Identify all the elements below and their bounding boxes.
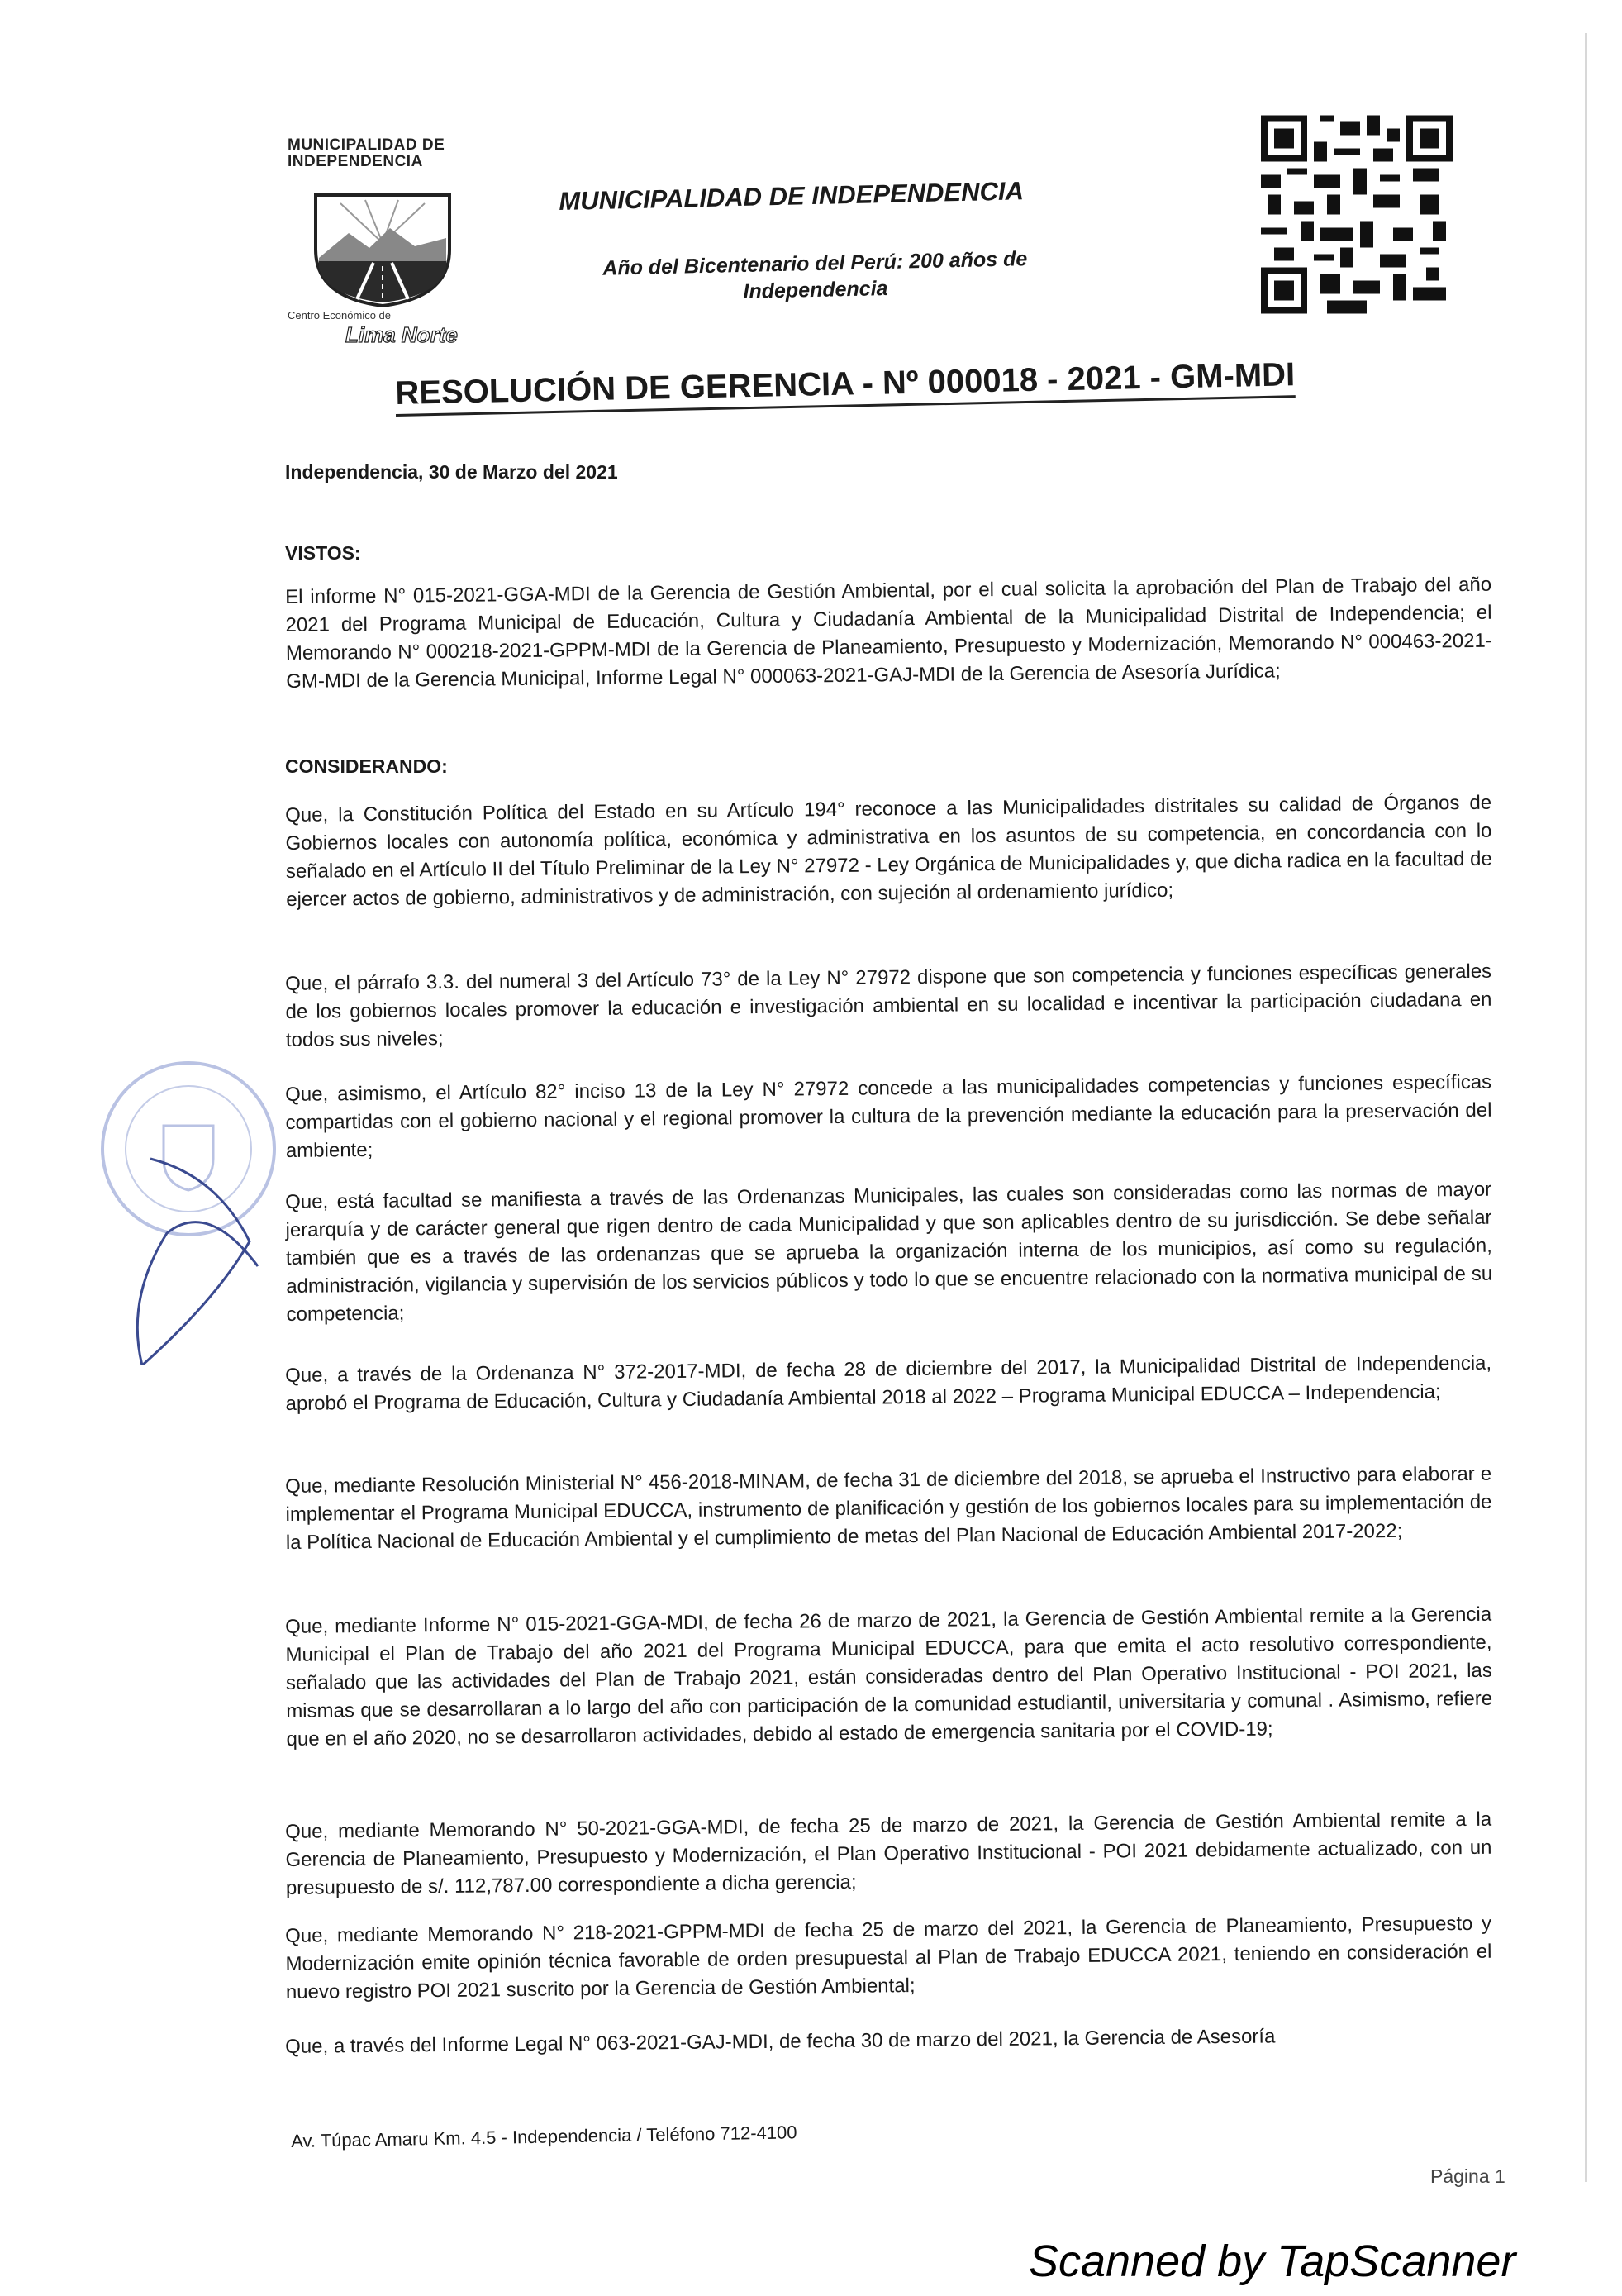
considerando-heading: CONSIDERANDO: (285, 755, 448, 777)
resolution-title: RESOLUCIÓN DE GERENCIA - Nº 000018 - 2021 - GM-MDI (395, 356, 1296, 417)
municipal-shield-logo (307, 192, 458, 307)
considerando-paragraph: Que, mediante Memorando N° 218-2021-GPPM-MDI de fecha 25 de marzo del 2021, la Gerencia de Planeamiento, Presupuesto y Modernización emite opinión técnica favorable de orden presupuestal al Plan de Trabajo EDUCCA 2021, teniendo en consideración el nuevo registro POI 2021 suscrito por la Gerencia de Gestión Ambiental; (285, 1912, 1492, 2003)
page-edge (1585, 33, 1587, 2182)
vistos-heading: VISTOS: (285, 542, 361, 564)
document-date: Independencia, 30 de Marzo del 2021 (285, 461, 618, 483)
considerando-paragraph: Que, mediante Memorando N° 50-2021-GGA-MDI, de fecha 25 de marzo de 2021, la Gerencia de Gestión Ambiental remite a la Gerencia de Planeamiento, Presupuesto y Modernización, el Plan Operativo Institucional - POI 2021 debidamente actualizado, con un presupuesto de s/. 112,787.00 correspondiente a dicha gerencia; (285, 1808, 1492, 1899)
considerando-paragraph: Que, mediante Resolución Ministerial N° 456-2018-MINAM, de fecha 31 de diciembre del 2018, se aprueba el Instructivo para elaborar e implementar el Programa Municipal EDUCCA, instrumento de planificación y gestión de los gobiernos locales para su implementación de la Política Nacional de Educación Ambiental y el cumplimiento de metas del Plan Nacional de Educación Ambiental 2017-2022; (285, 1462, 1492, 1554)
qr-code (1261, 115, 1453, 314)
logo-subtitle: Centro Económico de (288, 309, 392, 322)
subtitle-line1: Año del Bicentenario del Perú: 200 años de (602, 247, 1028, 280)
header-title: MUNICIPALIDAD DE INDEPENDENCIA (559, 176, 1025, 216)
considerando-paragraph: Que, asimismo, el Artículo 82° inciso 13 de la Ley N° 27972 concede a las municipalidades competencias y funciones específicas compartidas con el gobierno nacional y el regional promover la cultura de la prevención mediante la educación para la preservación del ambiente; (285, 1070, 1492, 1162)
logo-line2: INDEPENDENCIA (288, 153, 423, 170)
considerando-paragraph: Que, a través de la Ordenanza N° 372-2017-MDI, de fecha 28 de diciembre del 2017, la Municipalidad Distrital de Independencia, aprobó el Programa de Educación, Cultura y Ciudadanía Ambiental 2018 al 2022 – Programa Municipal EDUCCA – Independencia; (285, 1351, 1492, 1415)
footer-address: Av. Túpac Amaru Km. 4.5 - Independencia / Teléfono 712-4100 (291, 2122, 797, 2151)
considerando-paragraph: Que, a través del Informe Legal N° 063-2021-GAJ-MDI, de fecha 30 de marzo del 2021, la Gerencia de Asesoría (285, 2025, 1276, 2058)
header-subtitle (559, 245, 1072, 309)
considerando-paragraph: Que, la Constitución Política del Estado en su Artículo 194° reconoce a las Municipalidades distritales su calidad de Órganos de Gobiernos locales con autonomía política, económica y administrativa en los asuntos de su competencia, en concordancia con lo señalado en el Artículo II del Título Preliminar de la Ley N° 27972 - Ley Orgánica de Municipalidades y, que dicha radica en la facultad de ejercer actos de gobierno, administrativos y de administración, con sujeción al ordenamiento jurídico; (285, 791, 1492, 911)
official-stamp-signature (93, 1051, 284, 1365)
logo-text (288, 137, 445, 170)
considerando-paragraph: Que, está facultad se manifiesta a través de las Ordenanzas Municipales, las cuales son consideradas como las normas de mayor jerarquía y de carácter general que rigen dentro de cada Municipalidad y que son aplicables dentro de su jurisdicción. Se debe señalar también que es a través de las ordenanzas que se aprueba la organización interna de los municipios, así como su regulación, administración, vigilancia y supervisión de los servicios públicos y todo lo que se encuentre relacionado con la normativa municipal de su competencia; (285, 1178, 1493, 1326)
vistos-paragraph: El informe N° 015-2021-GGA-MDI de la Gerencia de Gestión Ambiental, por el cual solicita la aprobación del Plan de Trabajo del año 2021 del Programa Municipal de Educación, Cultura y Ciudadanía Ambiental de la Municipalidad Distrital de Independencia; el Memorando N° 000218-2021-GPPM-MDI de la Gerencia de Planeamiento, Presupuesto y Modernización, Memorando N° 000463-2021-GM-MDI de la Gerencia Municipal, Informe Legal N° 000063-2021-GAJ-MDI de la Gerencia de Asesoría Jurídica; (285, 573, 1492, 693)
scanner-watermark: Scanned by TapScanner (1029, 2236, 1516, 2286)
considerando-paragraph: Que, el párrafo 3.3. del numeral 3 del Artículo 73° de la Ley N° 27972 dispone que son competencia y funciones específicas generales de los gobiernos locales promover la educación e investigación ambiental en su localidad e incentivar la participación ciudadana en todos sus niveles; (285, 960, 1492, 1051)
logo-line1: MUNICIPALIDAD DE (288, 136, 445, 154)
logo-brand: Lima Norte (345, 322, 458, 347)
subtitle-line2: Independencia (743, 276, 888, 303)
page-number: Página 1 (1430, 2165, 1505, 2187)
considerando-paragraph: Que, mediante Informe N° 015-2021-GGA-MDI, de fecha 26 de marzo de 2021, la Gerencia de Gestión Ambiental remite a la Gerencia Municipal el Plan de Trabajo del año 2021 del Programa Municipal EDUCCA, para que emita el acto resolutivo correspondiente, señalado que las actividades del Plan de Trabajo 2021, están consideradas dentro del Plan Operativo Institucional - POI 2021, las mismas que se desarrollaran a lo largo del año con participación de la comunidad estudiantil, universitaria y comunal . Asimismo, refiere que en el año 2020, no se desarrollaron actividades, debido al estado de emergencia sanitaria por el COVID-19; (285, 1603, 1493, 1751)
